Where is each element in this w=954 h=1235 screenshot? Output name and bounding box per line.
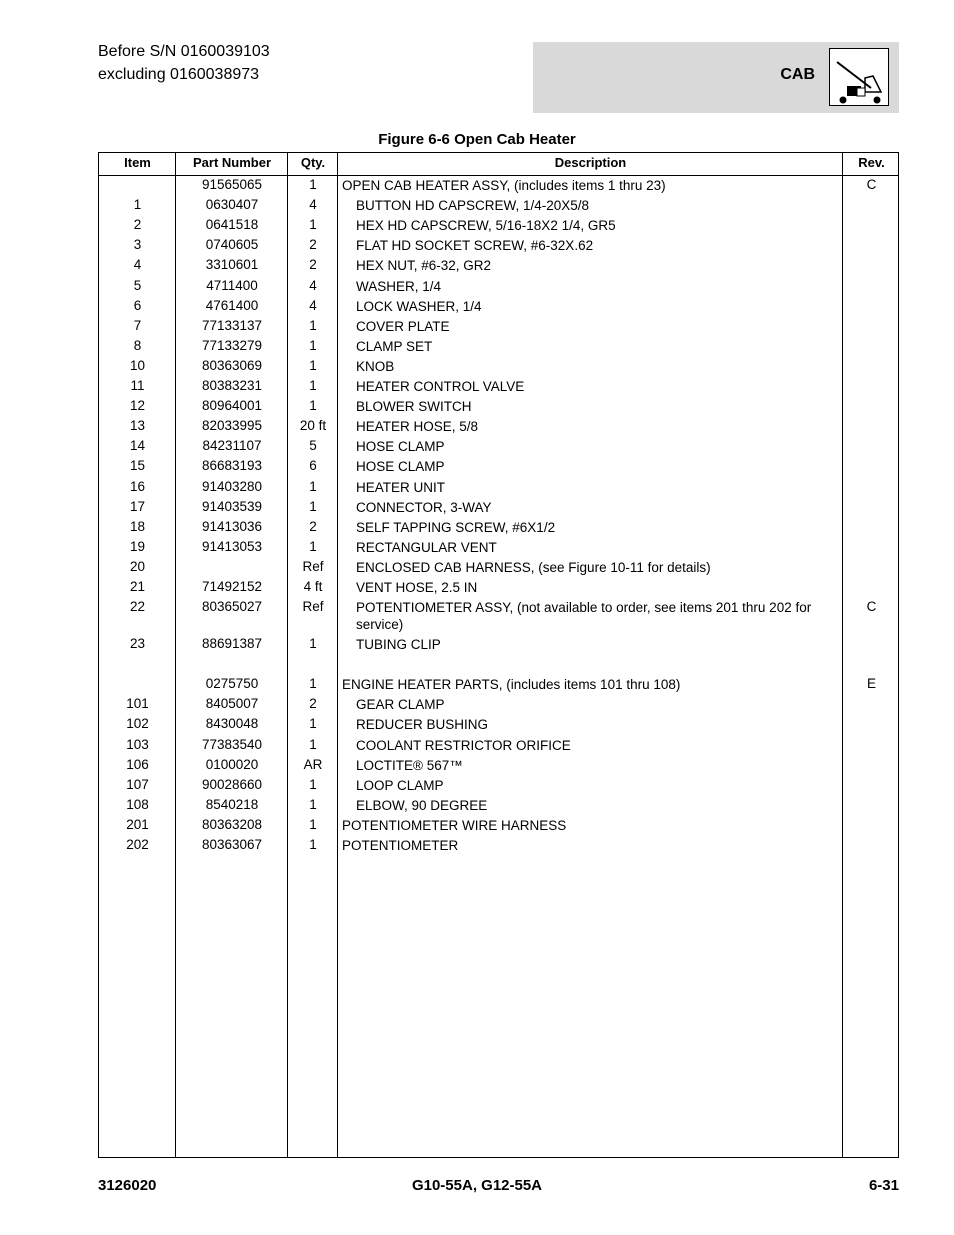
part-number-cell: 0641518 — [205, 217, 259, 233]
rev-cell: E — [866, 676, 876, 692]
description-cell: TUBING CLIP — [356, 637, 441, 653]
qty-cell: 4 ft — [303, 579, 323, 594]
qty-cell: 1 — [309, 378, 317, 393]
item-cell: 3 — [133, 237, 142, 253]
qty-cell: AR — [303, 756, 323, 772]
col-header-description: Description — [554, 155, 627, 170]
description-cell: VENT HOSE, 2.5 IN — [356, 580, 478, 595]
item-cell: 17 — [129, 498, 146, 514]
description-cell: HOSE CLAMP — [356, 439, 445, 455]
part-number-cell: 4761400 — [205, 297, 259, 313]
part-number-cell: 91403539 — [201, 498, 263, 514]
qty-cell: 4 — [309, 277, 317, 293]
item-cell: 106 — [126, 756, 149, 772]
description-cell: CONNECTOR, 3-WAY — [356, 499, 492, 515]
description-cell: COOLANT RESTRICTOR ORIFICE — [356, 737, 571, 753]
item-cell: 23 — [129, 636, 146, 652]
description-cell: COVER PLATE — [356, 318, 450, 334]
item-cell: 13 — [129, 418, 146, 434]
parts-table — [98, 152, 899, 1158]
qty-cell: 2 — [309, 257, 317, 273]
item-cell: 107 — [126, 776, 149, 792]
description-cell: HEX NUT, #6-32, GR2 — [356, 258, 492, 274]
item-cell: 101 — [126, 696, 149, 712]
qty-cell: 1 — [309, 337, 317, 353]
qty-cell: 5 — [309, 438, 317, 454]
description-cell: RECTANGULAR VENT — [356, 539, 497, 555]
part-number-cell: 91565065 — [201, 177, 263, 192]
item-cell: 202 — [126, 837, 149, 852]
item-cell: 16 — [129, 478, 146, 494]
part-number-cell: 91413053 — [201, 538, 263, 554]
description-cell: LOCTITE® 567™ — [356, 757, 463, 773]
qty-cell: 1 — [309, 796, 317, 812]
item-cell: 14 — [129, 438, 146, 454]
part-number-cell: 8430048 — [205, 716, 259, 732]
item-cell: 15 — [129, 458, 146, 474]
qty-cell: 2 — [309, 237, 317, 253]
description-cell: HEATER UNIT — [356, 479, 446, 495]
qty-cell: 4 — [309, 297, 317, 313]
qty-cell: Ref — [302, 599, 324, 615]
qty-cell: 1 — [309, 837, 317, 852]
item-cell: 10 — [129, 357, 146, 373]
item-cell: 108 — [126, 796, 149, 812]
footer-models: G10-55A, G12-55A — [411, 1177, 543, 1194]
description-cell: BUTTON HD CAPSCREW, 1/4-20X5/8 — [356, 198, 590, 214]
item-cell: 20 — [129, 558, 146, 574]
description-cell: POTENTIOMETER ASSY, (not available to order, see items 201 thru 202 for service) — [356, 600, 812, 633]
part-number-cell: 80964001 — [201, 398, 263, 414]
figure-title: Figure 6-6 Open Cab Heater — [378, 131, 576, 148]
part-number-cell: 80365027 — [201, 599, 263, 615]
qty-cell: 1 — [309, 317, 317, 333]
qty-cell: 1 — [309, 676, 317, 692]
section-label: CAB — [780, 66, 815, 83]
header-serial-info — [98, 40, 270, 86]
description-cell: LOCK WASHER, 1/4 — [356, 298, 482, 314]
part-number-cell: 0100020 — [205, 756, 259, 772]
part-number-cell: 77133137 — [201, 317, 263, 333]
qty-cell: 4 — [309, 197, 317, 213]
part-number-cell: 91413036 — [201, 518, 263, 534]
item-cell: 18 — [129, 518, 146, 534]
part-number-cell: 90028660 — [201, 776, 263, 792]
part-number-cell: 86683193 — [201, 458, 263, 474]
item-cell: 102 — [126, 716, 149, 732]
part-number-cell: 8540218 — [205, 796, 259, 812]
qty-cell: 1 — [309, 498, 317, 514]
description-cell: ENCLOSED CAB HARNESS, (see Figure 10-11 for details) — [356, 559, 711, 575]
description-cell: GEAR CLAMP — [356, 697, 445, 713]
qty-cell: 1 — [309, 776, 317, 792]
qty-cell: 20 ft — [299, 418, 327, 434]
qty-cell: 1 — [309, 357, 317, 373]
qty-cell: 1 — [309, 398, 317, 414]
part-number-cell: 88691387 — [201, 636, 263, 652]
part-number-cell: 0740605 — [205, 237, 259, 253]
description-cell: BLOWER SWITCH — [356, 399, 472, 415]
item-cell: 201 — [126, 816, 149, 832]
item-cell: 12 — [129, 398, 146, 414]
description-cell: WASHER, 1/4 — [356, 278, 442, 294]
qty-cell: 1 — [309, 716, 317, 732]
part-number-cell: 77383540 — [201, 736, 263, 752]
description-cell: POTENTIOMETER WIRE HARNESS — [342, 817, 567, 833]
qty-cell: 1 — [309, 217, 317, 233]
part-number-cell: 84231107 — [202, 438, 262, 454]
footer-doc-number: 3126020 — [98, 1177, 157, 1194]
item-cell: 22 — [129, 599, 146, 615]
description-cell: OPEN CAB HEATER ASSY, (includes items 1 thru 23) — [342, 178, 666, 193]
qty-cell: 6 — [309, 458, 317, 474]
item-cell: 5 — [133, 277, 142, 293]
part-number-cell: 0275750 — [205, 676, 259, 692]
qty-cell: 1 — [309, 478, 317, 494]
telehandler-icon — [829, 48, 889, 106]
part-number-cell: 80363208 — [201, 816, 263, 832]
item-cell: 11 — [130, 378, 145, 393]
item-cell: 103 — [126, 736, 149, 752]
qty-cell: 1 — [309, 177, 317, 192]
item-cell: 7 — [133, 317, 142, 333]
part-number-cell: 71492152 — [201, 579, 263, 594]
description-cell: POTENTIOMETER — [342, 838, 459, 853]
qty-cell: 2 — [309, 696, 317, 712]
part-number-cell: 82033995 — [201, 418, 263, 434]
part-number-cell: 0630407 — [205, 197, 259, 213]
description-cell: CLAMP SET — [356, 338, 433, 354]
description-cell: FLAT HD SOCKET SCREW, #6-32X.62 — [356, 238, 594, 254]
description-cell: HEATER HOSE, 5/8 — [356, 419, 479, 435]
description-cell: ENGINE HEATER PARTS, (includes items 101 thru 108) — [342, 677, 681, 693]
col-header-part-number: Part Number — [192, 155, 272, 170]
item-cell: 4 — [133, 257, 142, 273]
footer-page-number: 6-31 — [868, 1177, 899, 1194]
rev-cell: C — [866, 177, 877, 192]
part-number-cell: 4711400 — [206, 277, 258, 293]
description-cell: HEATER CONTROL VALVE — [356, 379, 525, 394]
item-cell: 2 — [133, 217, 142, 233]
section-tab — [533, 42, 899, 113]
description-cell: HEX HD CAPSCREW, 5/16-18X2 1/4, GR5 — [356, 218, 616, 234]
part-number-cell: 3310601 — [205, 257, 259, 273]
item-cell: 19 — [129, 538, 146, 554]
item-cell: 8 — [133, 337, 142, 353]
part-number-cell: 80383231 — [201, 378, 263, 393]
item-cell: 21 — [129, 579, 146, 594]
col-header-item: Item — [124, 155, 151, 170]
description-cell: HOSE CLAMP — [356, 459, 445, 475]
description-cell: SELF TAPPING SCREW, #6X1/2 — [356, 519, 556, 535]
qty-cell: 1 — [309, 736, 317, 752]
col-header-qty: Qty. — [300, 155, 326, 170]
col-header-rev: Rev. — [858, 155, 885, 170]
serial-line-1: Before S/N 0160039103 — [98, 43, 270, 60]
part-number-cell: 77133279 — [201, 337, 263, 353]
qty-cell: Ref — [302, 558, 324, 574]
part-number-cell: 80363067 — [201, 837, 263, 852]
serial-line-2: excluding 0160038973 — [98, 66, 260, 83]
description-cell: REDUCER BUSHING — [356, 717, 489, 733]
item-cell: 1 — [133, 197, 142, 213]
qty-cell: 1 — [309, 816, 317, 832]
item-cell: 6 — [133, 297, 142, 313]
qty-cell: 2 — [309, 518, 317, 534]
description-cell: KNOB — [356, 358, 395, 374]
rev-cell: C — [866, 599, 877, 615]
part-number-cell: 8405007 — [205, 696, 259, 712]
qty-cell: 1 — [309, 538, 317, 554]
description-cell: LOOP CLAMP — [356, 777, 444, 793]
qty-cell: 1 — [309, 636, 317, 652]
part-number-cell: 91403280 — [201, 478, 263, 494]
description-cell: ELBOW, 90 DEGREE — [356, 797, 488, 813]
part-number-cell: 80363069 — [201, 357, 263, 373]
